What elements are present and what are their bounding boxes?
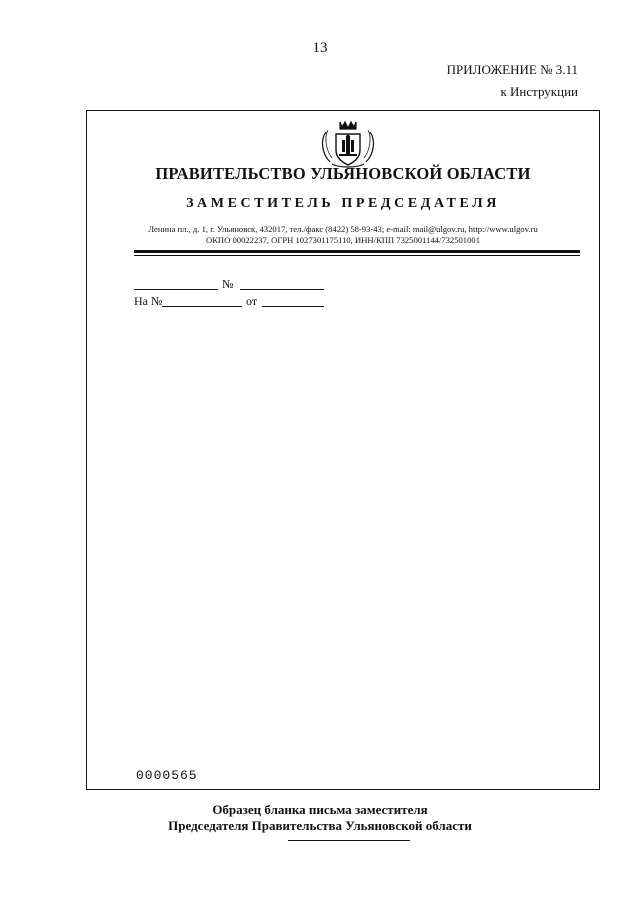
- appendix-subtitle: к Инструкции: [500, 84, 578, 99]
- caption-line-2: Председателя Правительства Ульяновской области: [168, 818, 472, 833]
- letterhead-divider-thick: [134, 250, 580, 253]
- form-serial-number: 0000565: [136, 768, 198, 783]
- appendix-title: ПРИЛОЖЕНИЕ № 3.11: [446, 62, 578, 77]
- outgoing-date-line[interactable]: [134, 279, 218, 290]
- number-sign: №: [222, 277, 234, 291]
- reply-number-line[interactable]: [162, 296, 242, 307]
- contacts-block: [86, 224, 600, 246]
- position-title: ЗАМЕСТИТЕЛЬ ПРЕДСЕДАТЕЛЯ: [186, 196, 500, 211]
- contacts-registry-line: ОКПО 00022237, ОГРН 1027301175110, ИНН/КПП 7325001144/732501001: [205, 235, 480, 245]
- letterhead-divider-thin: [134, 255, 580, 256]
- reply-date-line[interactable]: [262, 296, 324, 307]
- letterhead-frame: [86, 110, 600, 790]
- contacts-address-line: Ленина пл., д. 1, г. Ульяновск, 432017, тел./факс (8422) 58-93-43; e-mail: mail@ulgov.ru, http://www.ulgov.ru: [148, 224, 538, 234]
- coat-of-arms-icon: [318, 116, 378, 170]
- organization-name: ПРАВИТЕЛЬСТВО УЛЬЯНОВСКОЙ ОБЛАСТИ: [155, 164, 531, 183]
- caption-underline: [288, 840, 410, 841]
- caption-line-1: Образец бланка письма заместителя: [212, 802, 428, 817]
- page-number: 13: [312, 40, 328, 56]
- outgoing-number-line[interactable]: [240, 279, 324, 290]
- reply-to-label: На №: [134, 294, 163, 308]
- from-label: от: [246, 294, 258, 308]
